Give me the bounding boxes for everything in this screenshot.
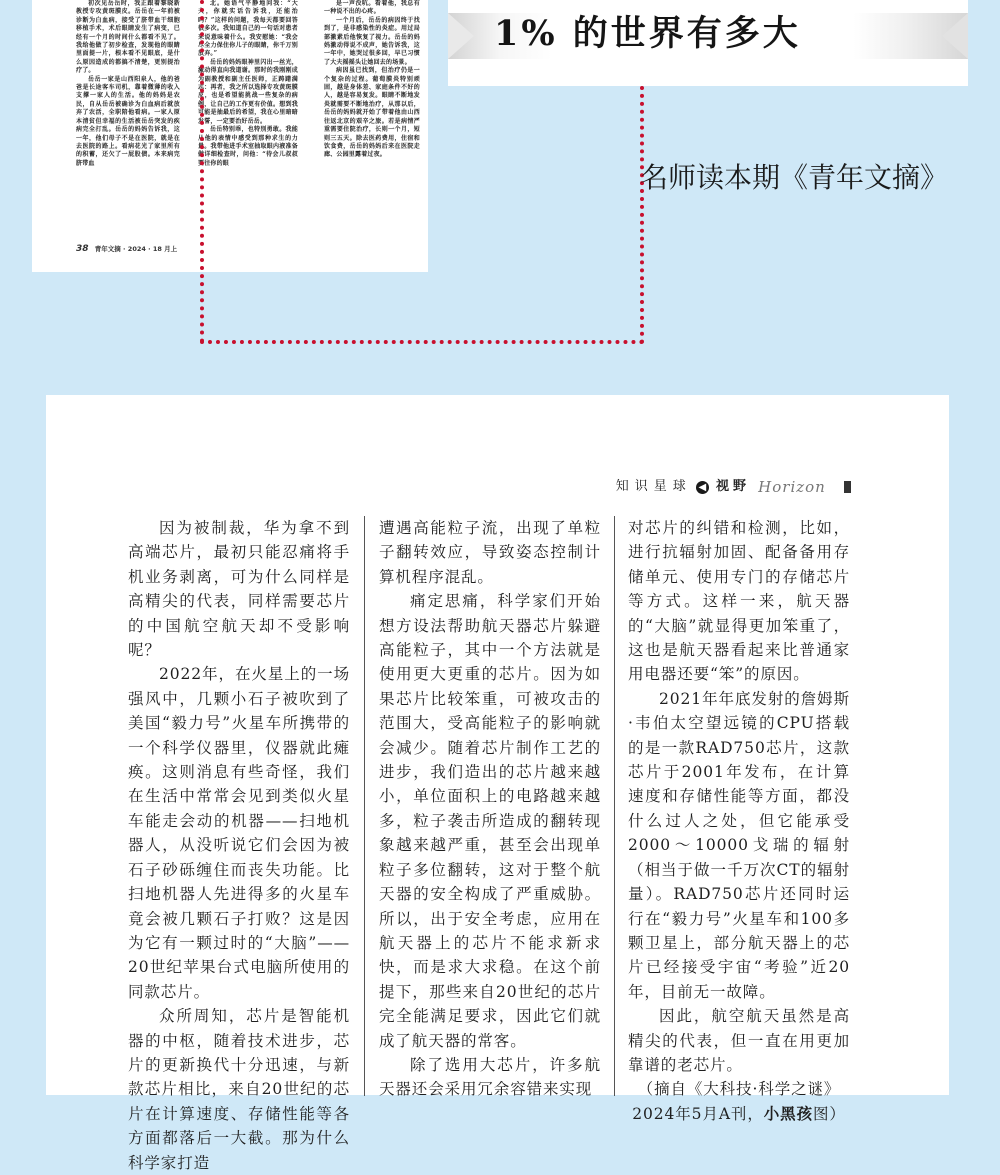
thumbnail-column-1	[76, 0, 180, 236]
thumbnail-column-3	[324, 0, 420, 236]
article-paragraph: 众所周知，芯片是智能机器的中枢，随着技术进步，芯片的更新换代十分迅速，与新款芯片相比，来自20世纪的芯片在计算速度、存储性能等各方面都落后一大截。那为什么科学家打造	[128, 1007, 350, 1172]
illustrator-name: 小黑孩	[763, 1103, 813, 1123]
article-column-3-body	[628, 516, 850, 1077]
connector-dotted-line-right	[640, 86, 644, 344]
thumbnail-paragraph: 初次见岳岳时，我正跟着黎晓新教授专攻黄斑膜皮。岳岳在一年前被诊断为白血病，接受了脐带血干细胞移植手术，术后眼睛发生了病变，已经有一个月的时间什么都看不见了。我给他做了初步检查，发现他的眼睛里面提一片，根本看不见眼底，是什么原因造成的都搞不清楚，更别提治疗了。	[76, 0, 180, 75]
section-name: 知识星球	[615, 479, 692, 494]
article-page	[46, 395, 949, 1172]
section-header	[616, 477, 851, 497]
article-column-2	[379, 516, 601, 1099]
header-end-block	[844, 481, 851, 493]
thumbnail-paragraph: 岳岳特别乖，也特别勇敢。我能从他的表情中感受到那种求生的力量。我带他进手术室抽取眼内液准备做详细检查时，问他：“待会儿叔叔要往你的眼	[198, 126, 298, 167]
article-paragraph: 2022年，在火星上的一场强风中，几颗小石子被吹到了美国“毅力号”火星车所携带的一个科学仪器里，仪器就此瘫痪。这则消息有些奇怪，我们在生活中常常会见到类似火星车能走会动的机器——扫地机器人，从没听说它们会因为被石子砂砾缠住而丧失功能。比扫地机器人先进得多的火星车竟会被几颗石子打败？这是因为它有一颗过时的“大脑”——20世纪苹果台式电脑所使用的同款芯片。	[128, 665, 350, 1001]
thumbnail-page-number: 38	[76, 244, 89, 254]
thumbnail-paragraph: 岳岳一家是山西阳泉人，他的爸爸是长途客车司机，靠着微薄的收入支撑一家人的生活。他的妈妈是农民，自从岳岳被确诊为白血病后就放弃了农活，全职陪他看病。一家人原本清贫但幸福的生活被岳岳突发的疾病完全打乱。岳岳的妈妈告诉我，这一年，他们母子不是在医院，就是在去医院的路上。看病花光了家里所有的积蓄，还欠了一屁股债。本来病完脐带血	[76, 75, 180, 167]
column-subtitle: 名师读本期《青年文摘》	[640, 161, 949, 194]
source-credit-suffix: 图）	[812, 1104, 846, 1123]
thumbnail-text-columns	[76, 0, 420, 236]
article-paragraph: 2021年年底发射的詹姆斯·韦伯太空望远镜的CPU搭载的是一款RAD750芯片，这款芯片于2001年发布，在计算速度和存储性能等方面，都没什么过人之处，但它能承受2000～10000戈瑞的辐射（相当于做一千万次CT的辐射量）。RAD750芯片还同时运行在“毅力号”火星车和100多颗卫星上，部分航天器上的芯片已经接受宇宙“考验”近20年，目前无一故障。	[628, 689, 850, 1001]
column-divider	[364, 516, 365, 1096]
banner-arrow-left	[448, 13, 474, 59]
article-paragraph: 痛定思痛，科学家们开始想方设法帮助航天器芯片躲避高能粒子，其中一个方法就是使用更大更重的芯片。因为如果芯片比较笨重，可被攻击的范围大，受高能粒子的影响就会减少。随着芯片制作工艺的进步，我们造出的芯片越来越小，单位面积上的电路越来越多，粒子袭击所造成的翻转现象越来越严重，甚至会出现单粒子多位翻转，这对于整个航天器的安全构成了严重威胁。所以，出于安全考虑，应用在航天器上的芯片不能求新求快，而是求大求稳。在这个前提下，那些来自20世纪的芯片完全能满足要求，因此它们就成了航天器的常客。	[379, 592, 601, 1050]
source-credit-line-1: （摘自《大科技·科学之谜》	[637, 1080, 841, 1099]
thumbnail-paragraph: 北。她语气平静地问我：“大夫，你就实话告诉我，还能治吗？”这样的问题，我每天都要回答很多次。我知道自己的一句话对患者来说意味着什么。我安慰她：“我会尽全力保住你儿子的眼睛，你千万别放弃。”	[198, 0, 298, 58]
source-credit-line-2	[628, 1102, 850, 1126]
article-column-1	[128, 516, 350, 1172]
previous-page-thumbnail	[32, 0, 428, 272]
thumbnail-footer	[76, 244, 177, 254]
article-paragraph: 因为被制裁，华为拿不到高端芯片，最初只能忍痛将手机业务剥离，可为什么同样是高精尖的代表，同样需要芯片的中国航空航天却不受影响呢？	[128, 519, 350, 660]
column-divider	[614, 516, 615, 1096]
article-paragraph: 除了选用大芯片，许多航天器还会采用冗余容错来实现	[379, 1055, 601, 1099]
article-title: 1% 的世界有多大	[494, 13, 801, 54]
thumbnail-paragraph: 一个月后，岳岳的病因终于找到了，是非感染性的炎症。用过局部激素后他恢复了视力。岳岳的妈妈激动得说不成声，她告诉我，这一年中，她哭过很多回，早已习惯了大夫摇摇头让她回去的场景。	[324, 16, 420, 66]
article-paragraph: 遭遇高能粒子流，出现了单粒子翻转效应，导致姿态控制计算机程序混乱。	[379, 519, 601, 586]
thumbnail-column-2	[198, 0, 298, 236]
source-credit-date: 2024年5月A刊，	[632, 1104, 764, 1123]
title-banner	[448, 0, 968, 86]
connector-dotted-line-bottom	[200, 340, 644, 344]
channel-name: 视野	[716, 479, 751, 494]
article-paragraph: 因此，航空航天虽然是高精尖的代表，但一直在用更加靠谱的老芯片。	[628, 1007, 850, 1074]
article-column-3	[628, 516, 850, 1123]
thumbnail-paragraph: 是一声没吭。看着他，我总有一种说不出的心疼。	[324, 0, 420, 16]
thumbnail-footer-text: 青年文摘 · 2024 · 18 月上	[94, 245, 178, 253]
thumbnail-paragraph: 病因虽已找到，但治疗仍是一个复杂的过程。葡萄膜炎特别顽固，越是身体差、家庭条件不好的人，越是容易复发。眼睛不断地发炎就需要不断地治疗，从那以后，岳岳的妈妈就开始了带着他由山西往返北京的艰辛之旅。若是病情严重需要住院治疗，长则一个月，短则三五天。除去医药费用，住宿和饮食费，岳岳的妈妈后来在医院走廊、公园里露着过夜。	[324, 67, 420, 159]
banner-arrow-right	[942, 13, 968, 59]
thumbnail-paragraph: 岳岳的妈妈眼神里闪出一丝光，激动得直向我道谢。那时的我刚刚成为副教授和副主任医师，正踌躇满志：再者，我之所以选择专攻黄斑膜皮，也是希望能挑战一些复杂的病例，让自己的工作更有价值。想到我可能是抽最后的希望，我在心里暗暗发誓，一定要治好岳岳。	[198, 58, 298, 125]
arrow-circle-icon: ◀	[696, 481, 709, 494]
connector-dotted-line-left	[200, 0, 204, 343]
article-paragraph: 对芯片的纠错和检测，比如，进行抗辐射加固、配备备用存储单元、使用专门的存储芯片等方式。这样一来，航天器的“大脑”就显得更加笨重了，这也是航天器看起来比普通家用电器还要“笨”的原因。	[628, 519, 850, 684]
channel-name-english: Horizon	[758, 478, 826, 496]
